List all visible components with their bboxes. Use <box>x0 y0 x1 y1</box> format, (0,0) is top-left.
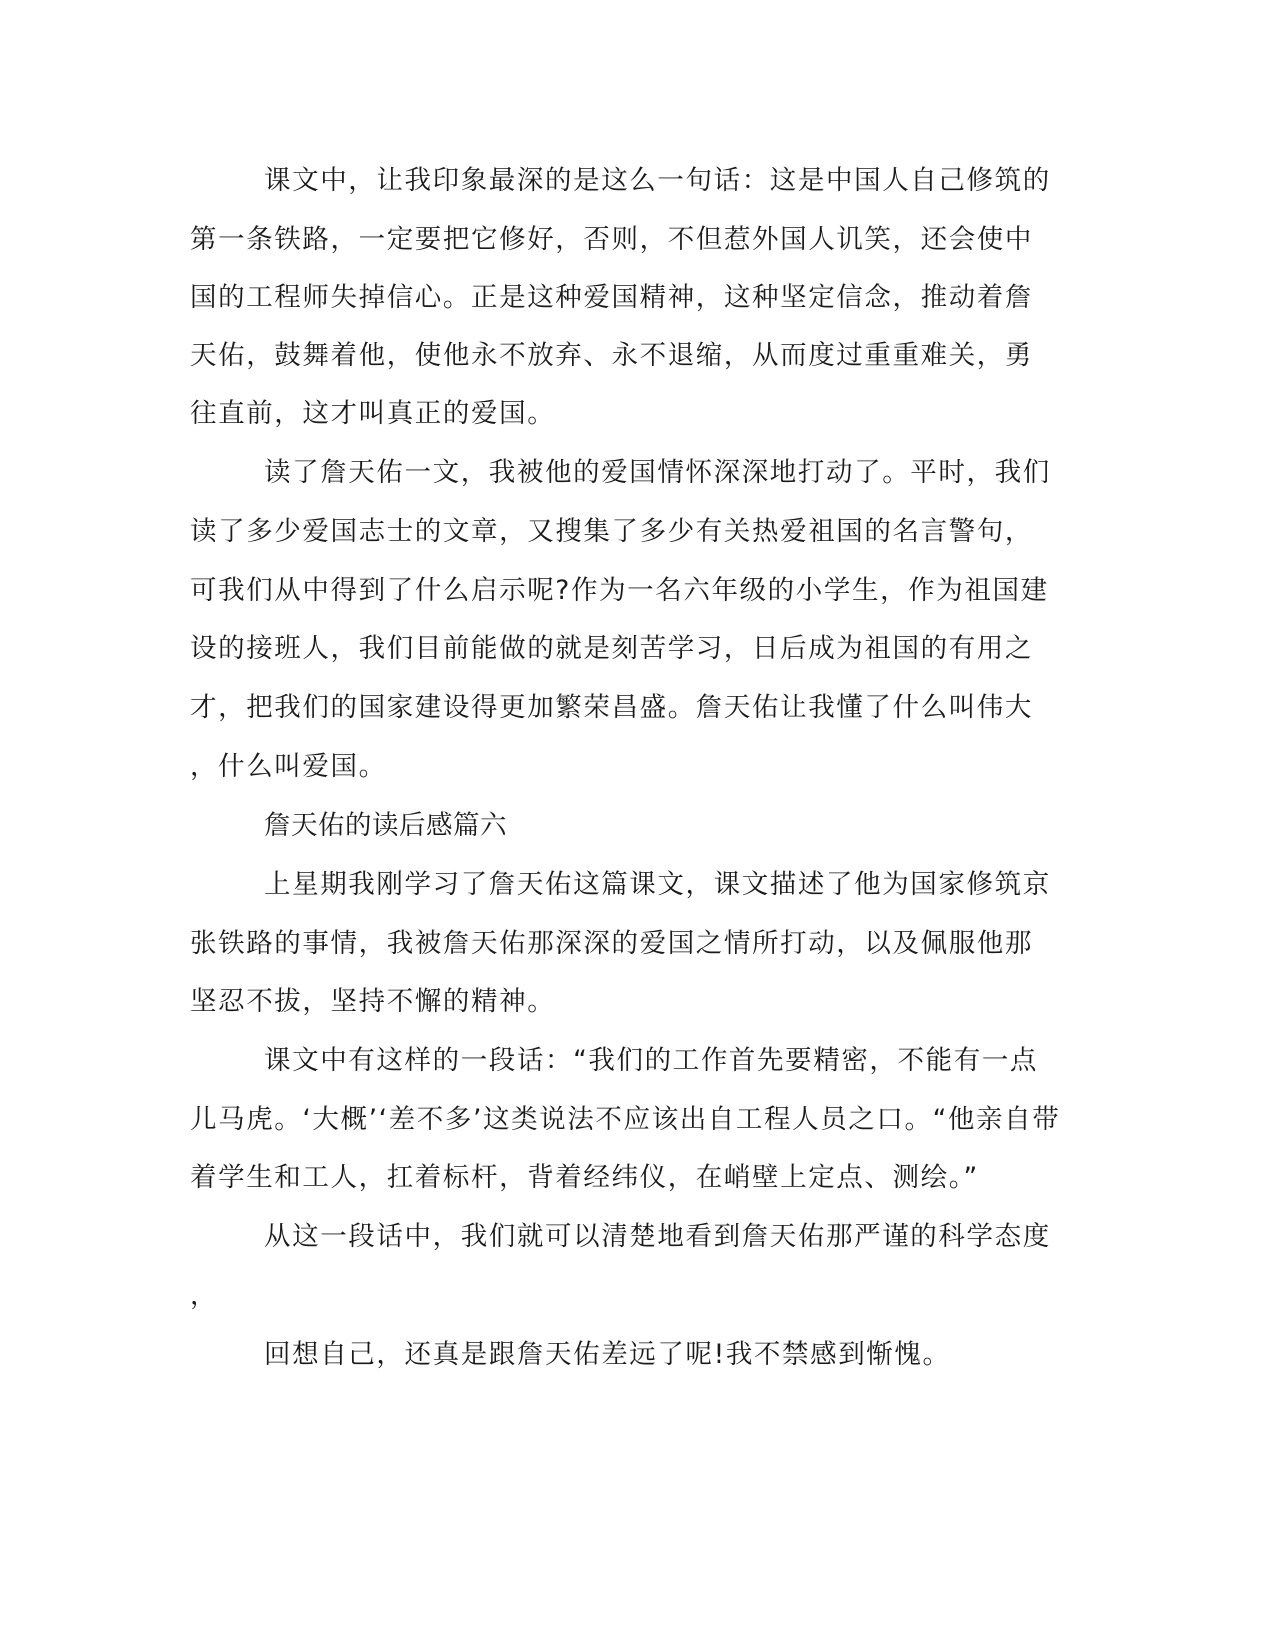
paragraph-1-line-4: 天佑，鼓舞着他，使他永不放弃、永不退缩，从而度过重重难关，勇 <box>190 340 1033 371</box>
paragraph-6-line-1: 回想自己，还真是跟詹天佑差远了呢!我不禁感到惭愧。 <box>264 1339 951 1370</box>
paragraph-2-line-4: 设的接班人，我们目前能做的就是刻苦学习，日后成为祖国的有用之 <box>190 633 1033 664</box>
paragraph-1-line-2: 第一条铁路，一定要把它修好，否则，不但惹外国人讥笑，还会使中 <box>190 224 1033 255</box>
paragraph-2-line-2: 读了多少爱国志士的文章，又搜集了多少有关热爱祖国的名言警句， <box>190 516 1033 547</box>
paragraph-2-line-5: 才，把我们的国家建设得更加繁荣昌盛。詹天佑让我懂了什么叫伟大 <box>190 692 1033 723</box>
paragraph-4-line-3: 着学生和工人，扛着标杆，背着经纬仪，在峭壁上定点、测绘。” <box>190 1162 979 1193</box>
paragraph-3-line-3: 坚忍不拔，坚持不懈的精神。 <box>190 986 556 1017</box>
paragraph-2-line-3: 可我们从中得到了什么启示呢?作为一名六年级的小学生，作为祖国建 <box>190 575 1049 606</box>
paragraph-1-line-1: 课文中，让我印象最深的是这么一句话：这是中国人自己修筑的 <box>264 165 1051 196</box>
paragraph-5-line-2: ， <box>190 1280 219 1311</box>
paragraph-3-line-1: 上星期我刚学习了詹天佑这篇课文，课文描述了他为国家修筑京 <box>264 869 1051 900</box>
paragraph-2-line-1: 读了詹天佑一文，我被他的爱国情怀深深地打动了。平时，我们 <box>264 457 1051 488</box>
paragraph-5-line-1: 从这一段话中，我们就可以清楚地看到詹天佑那严谨的科学态度 <box>264 1221 1051 1252</box>
paragraph-1-line-3: 国的工程师失掉信心。正是这种爱国精神，这种坚定信念，推动着詹 <box>190 282 1033 313</box>
paragraph-2-line-6: ，什么叫爱国。 <box>190 751 387 782</box>
paragraph-1-line-5: 往直前，这才叫真正的爱国。 <box>190 398 556 429</box>
paragraph-3-line-2: 张铁路的事情，我被詹天佑那深深的爱国之情所打动，以及佩服他那 <box>190 928 1033 959</box>
paragraph-4-line-2: 儿马虎。‘大概’‘差不多’这类说法不应该出自工程人员之口。“他亲自带 <box>190 1104 1061 1135</box>
section-heading: 詹天佑的读后感篇六 <box>264 810 507 841</box>
paragraph-4-line-1: 课文中有这样的一段话：“我们的工作首先要精密，不能有一点 <box>264 1045 1039 1076</box>
